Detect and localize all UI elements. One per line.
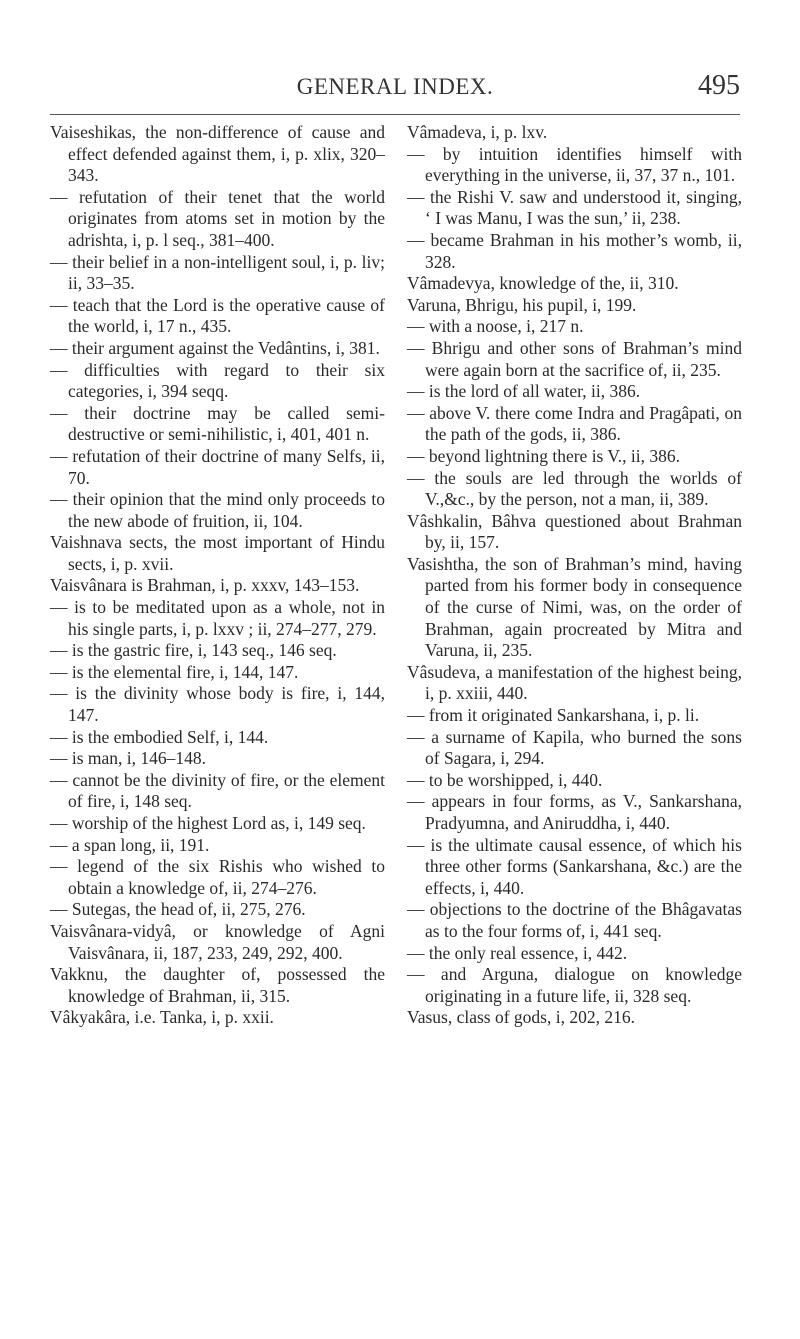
index-entry: — Bhrigu and other sons of Brahman’s mind were again born at the sacrifice of, ii, 235. [407, 337, 742, 380]
index-entry: — worship of the highest Lord as, i, 149 seq. [50, 813, 366, 833]
running-title: GENERAL INDEX. [296, 74, 494, 99]
index-entry: — the only real essence, i, 442. [407, 942, 628, 963]
index-entry: — is the divinity whose body is fire, i, 144, 147. [50, 683, 385, 726]
index-columns [50, 122, 740, 1302]
index-entry: — cannot be the divinity of fire, or the element of fire, i, 148 seq. [50, 769, 385, 812]
index-entry: — the Rishi V. saw and understood it, singing, ‘ I was Manu, I was the sun,’ ii, 238. [407, 186, 742, 229]
index-entry: Vâshkalin, Bâhva questioned about Brahman by, ii, 157. [407, 510, 742, 553]
index-entry: — is the gastric fire, i, 143 seq., 146 seq. [50, 640, 337, 661]
index-entry: — difficulties with regard to their six categories, i, 394 seqq. [50, 359, 385, 402]
index-entry: — from it originated Sankarshana, i, p. li. [407, 705, 700, 726]
index-entry: — to be worshipped, i, 440. [407, 769, 603, 790]
index-entry: Vaishnava sects, the most important of Hindu sects, i, p. xvii. [50, 532, 385, 574]
index-entry: — a surname of Kapila, who burned the sons of Sagara, i, 294. [407, 726, 742, 769]
index-entry: Varuna, Bhrigu, his pupil, i, 199. [407, 294, 637, 315]
index-entry: — above V. there come Indra and Pragâpati, on the path of the gods, ii, 386. [407, 402, 742, 445]
index-entry: — is the lord of all water, ii, 386. [407, 381, 641, 402]
index-entry: — is the embodied Self, i, 144. [50, 726, 269, 747]
index-entry: — their argument against the Vedântins, i, 381. [50, 337, 380, 358]
index-entry: Vasus, class of gods, i, 202, 216. [407, 1007, 635, 1028]
index-entry: Vaiseshikas, the non-difference of cause and effect defended against them, i, p. xlix, 320–343. [50, 122, 385, 186]
index-entry: — the souls are led through the worlds of V.,&c., by the person, not a man, ii, 389. [407, 467, 742, 510]
index-entry: — objections to the doctrine of the Bhâgavatas as to the four forms of, i, 441 seq. [407, 899, 742, 941]
index-entry: — Sutegas, the head of, ii, 275, 276. [50, 899, 306, 920]
index-entry: Vâkyakâra, i.e. Tanka, i, p. xxii. [50, 1007, 274, 1028]
index-entry: — appears in four forms, as V., Sankarshana, Pradyumna, and Aniruddha, i, 440. [407, 791, 742, 833]
index-entry: Vâmadevya, knowledge of the, ii, 310. [407, 273, 679, 294]
index-entry: — became Brahman in his mother’s womb, ii, 328. [407, 229, 742, 272]
index-entry: — is the ultimate causal essence, of which his three other forms (Sankarshana, &c.) are the effects, i, 440. [407, 834, 742, 898]
index-entry: — by intuition identifies himself with everything in the universe, ii, 37, 37 n., 101. [407, 143, 742, 186]
index-entry: — legend of the six Rishis who wished to obtain a knowledge of, ii, 274–276. [50, 856, 385, 898]
page-number: 495 [698, 70, 740, 101]
index-entry: Vaisvânara is Brahman, i, p. xxxv, 143–153. [50, 575, 360, 596]
index-entry: Vâsudeva, a manifestation of the highest being, i, p. xxiii, 440. [407, 661, 742, 704]
index-entry: — is to be meditated upon as a whole, not in his single parts, i, p. lxxv ; ii, 274–277, 279. [50, 597, 385, 639]
index-entry: — a span long, ii, 191. [50, 834, 210, 855]
index-entry: — and Arguna, dialogue on knowledge originating in a future life, ii, 328 seq. [407, 964, 742, 1006]
index-entry: Vaisvânara-vidyâ, or knowledge of Agni Vaisvânara, ii, 187, 233, 249, 292, 400. [50, 920, 385, 963]
index-entry: — teach that the Lord is the operative cause of the world, i, 17 n., 435. [50, 294, 385, 337]
index-entry: — beyond lightning there is V., ii, 386. [407, 445, 681, 466]
right-column [407, 122, 742, 1029]
index-entry: — their opinion that the mind only proceeds to the new abode of fruition, ii, 104. [50, 489, 385, 531]
index-entry: — refutation of their tenet that the world originates from atoms set in motion by the adrishta, i, p. l seq., 381–400. [50, 186, 385, 250]
index-entry: Vakknu, the daughter of, possessed the knowledge of Brahman, ii, 315. [50, 964, 385, 1006]
left-column [50, 122, 385, 1029]
index-entry: — with a noose, i, 217 n. [407, 316, 584, 337]
index-entry: — refutation of their doctrine of many Selfs, ii, 70. [50, 445, 385, 488]
index-entry: — is man, i, 146–148. [50, 748, 207, 769]
index-entry: Vâmadeva, i, p. lxv. [407, 122, 548, 142]
index-entry: Vasishtha, the son of Brahman’s mind, having parted from his former body in consequence of the curse of Nimi, was, on the order of Brahman, again procreated by Mitra and Varuna, ii, 235. [407, 553, 742, 661]
index-entry: — their doctrine may be called semi-destructive or semi-nihilistic, i, 401, 401 n. [50, 402, 385, 445]
header-rule [50, 114, 740, 115]
page-header [50, 70, 740, 106]
index-entry: — is the elemental fire, i, 144, 147. [50, 661, 299, 682]
index-entry: — their belief in a non-intelligent soul, i, p. liv; ii, 33–35. [50, 251, 385, 294]
